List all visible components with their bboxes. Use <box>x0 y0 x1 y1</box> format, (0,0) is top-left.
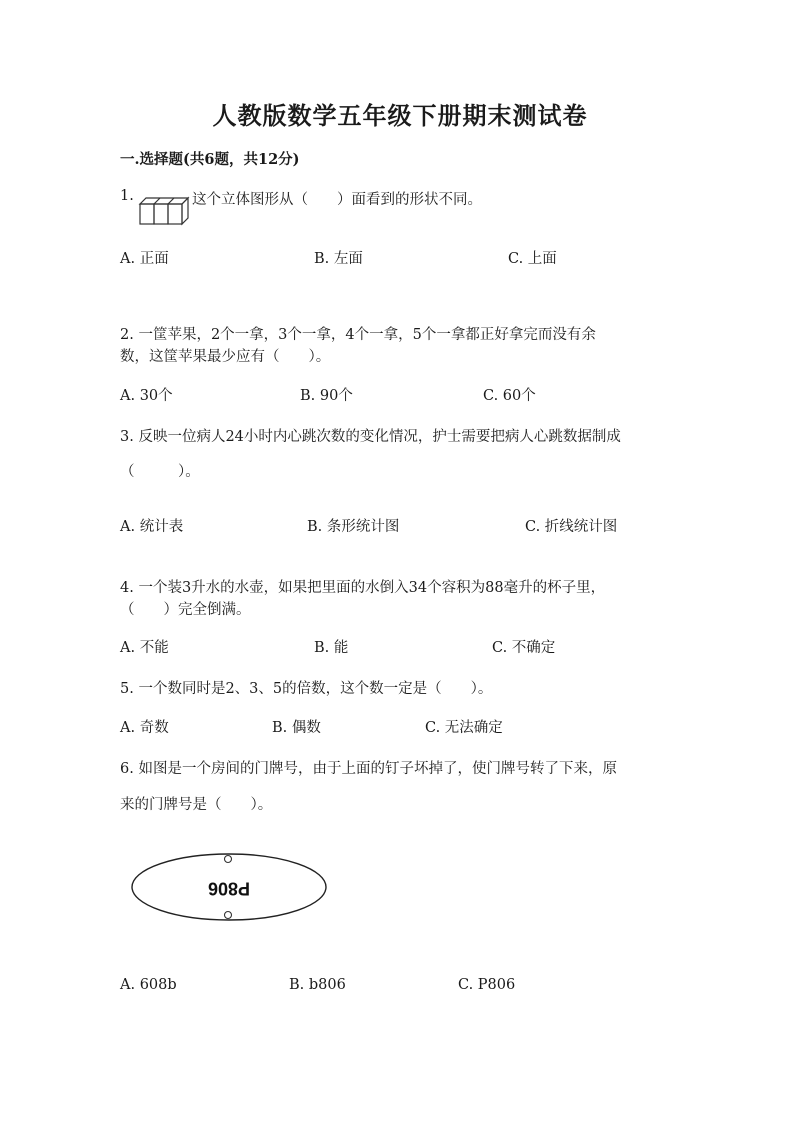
question-6-line1: 6. 如图是一个房间的门牌号，由于上面的钉子坏掉了，使门牌号转了下来，原 <box>120 761 617 777</box>
q1-option-c[interactable]: C. 上面 <box>508 251 557 267</box>
nail-hole-icon <box>225 856 232 863</box>
question-6-line2: 来的门牌号是（ ）。 <box>120 797 273 813</box>
question-2-line2: 数，这筐苹果最少应有（ ）。 <box>120 349 331 365</box>
q1-option-a[interactable]: A. 正面 <box>120 251 169 267</box>
q4-option-b[interactable]: B. 能 <box>314 640 349 656</box>
door-plate-figure <box>130 850 330 926</box>
door-plate-number: P806 <box>207 878 251 899</box>
q2-option-c[interactable]: C. 60个 <box>483 388 536 404</box>
q3-option-a[interactable]: A. 统计表 <box>120 519 184 535</box>
question-5-text: 5. 一个数同时是2、3、5的倍数，这个数一定是（ ）。 <box>120 681 493 697</box>
q6-option-a[interactable]: A. 608b <box>120 977 177 993</box>
q5-option-b[interactable]: B. 偶数 <box>272 720 321 736</box>
question-3-line2: （ ）。 <box>120 464 200 480</box>
section-heading: 一.选择题(共6题，共12分) <box>120 151 300 168</box>
q2-option-b[interactable]: B. 90个 <box>300 388 353 404</box>
q5-option-c[interactable]: C. 无法确定 <box>425 720 503 736</box>
q6-option-c[interactable]: C. P806 <box>458 977 516 993</box>
nail-hole-icon <box>225 912 232 919</box>
q3-option-b[interactable]: B. 条形统计图 <box>307 519 400 535</box>
question-4-line2: （ ）完全倒满。 <box>120 602 251 618</box>
question-1-number: 1. <box>120 188 134 204</box>
question-2-line1: 2. 一筐苹果，2个一拿，3个一拿，4个一拿，5个一拿都正好拿完而没有余 <box>120 327 596 343</box>
question-3-line1: 3. 反映一位病人24小时内心跳次数的变化情况，护士需要把病人心跳数据制成 <box>120 429 621 445</box>
q2-option-a[interactable]: A. 30个 <box>120 388 173 404</box>
q6-option-b[interactable]: B. b806 <box>289 977 346 993</box>
q1-option-b[interactable]: B. 左面 <box>314 251 363 267</box>
q5-option-a[interactable]: A. 奇数 <box>120 720 169 736</box>
question-4-line1: 4. 一个装3升水的水壶，如果把里面的水倒入34个容积为88毫升的杯子里， <box>120 580 606 596</box>
q3-option-c[interactable]: C. 折线统计图 <box>525 519 618 535</box>
page-title: 人教版数学五年级下册期末测试卷 <box>212 101 588 130</box>
q4-option-a[interactable]: A. 不能 <box>120 640 169 656</box>
question-1-text: 这个立体图形从（ ）面看到的形状不同。 <box>192 192 482 208</box>
q4-option-c[interactable]: C. 不确定 <box>492 640 556 656</box>
cube-row-figure <box>138 196 190 226</box>
